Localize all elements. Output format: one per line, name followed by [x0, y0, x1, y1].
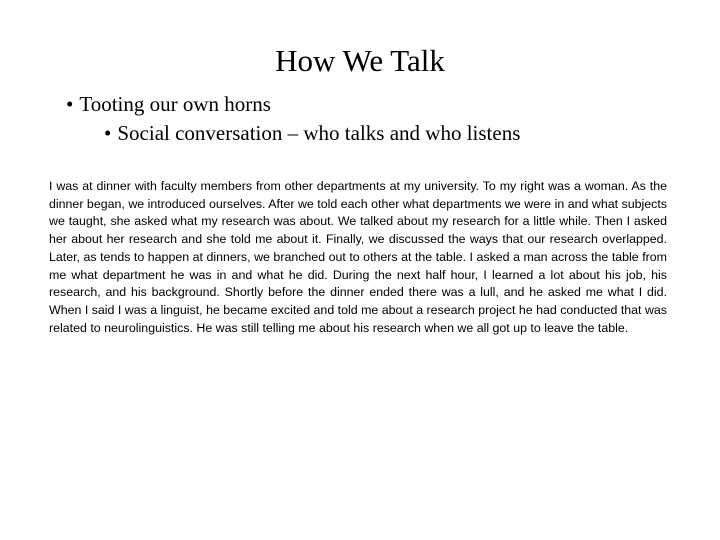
bullet-text: Social conversation – who talks and who listens: [117, 121, 521, 145]
bullet-icon: •: [66, 92, 74, 116]
bullet-icon: •: [104, 121, 112, 145]
slide-title: How We Talk: [275, 43, 445, 78]
bullet-item-tooting: [66, 91, 271, 117]
bullet-item-social-conversation: [104, 120, 520, 146]
bullet-text: Tooting our own horns: [79, 92, 271, 116]
anecdote-paragraph: I was at dinner with faculty members from other departments at my university. To my right was a woman. As the dinner began, we introduced ourselves. After we told each other what departments we were in and what subjects we taught, she asked what my research was about. We talked about my research for a little while. Then I asked her about her research and she told me about it. Finally, we discussed the ways that our research overlapped. Later, as tends to happen at dinners, we branched out to others at the table. I asked a man across the table from me what department he was in and what he did. During the next half hour, I learned a lot about his job, his research, and his background. Shortly before the dinner ended there was a lull, and he asked me what I did. When I said I was a linguist, he became excited and told me about a research project he had conducted that was related to neurolinguistics. He was still telling me about his research when we all got up to leave the table.: [49, 179, 667, 335]
